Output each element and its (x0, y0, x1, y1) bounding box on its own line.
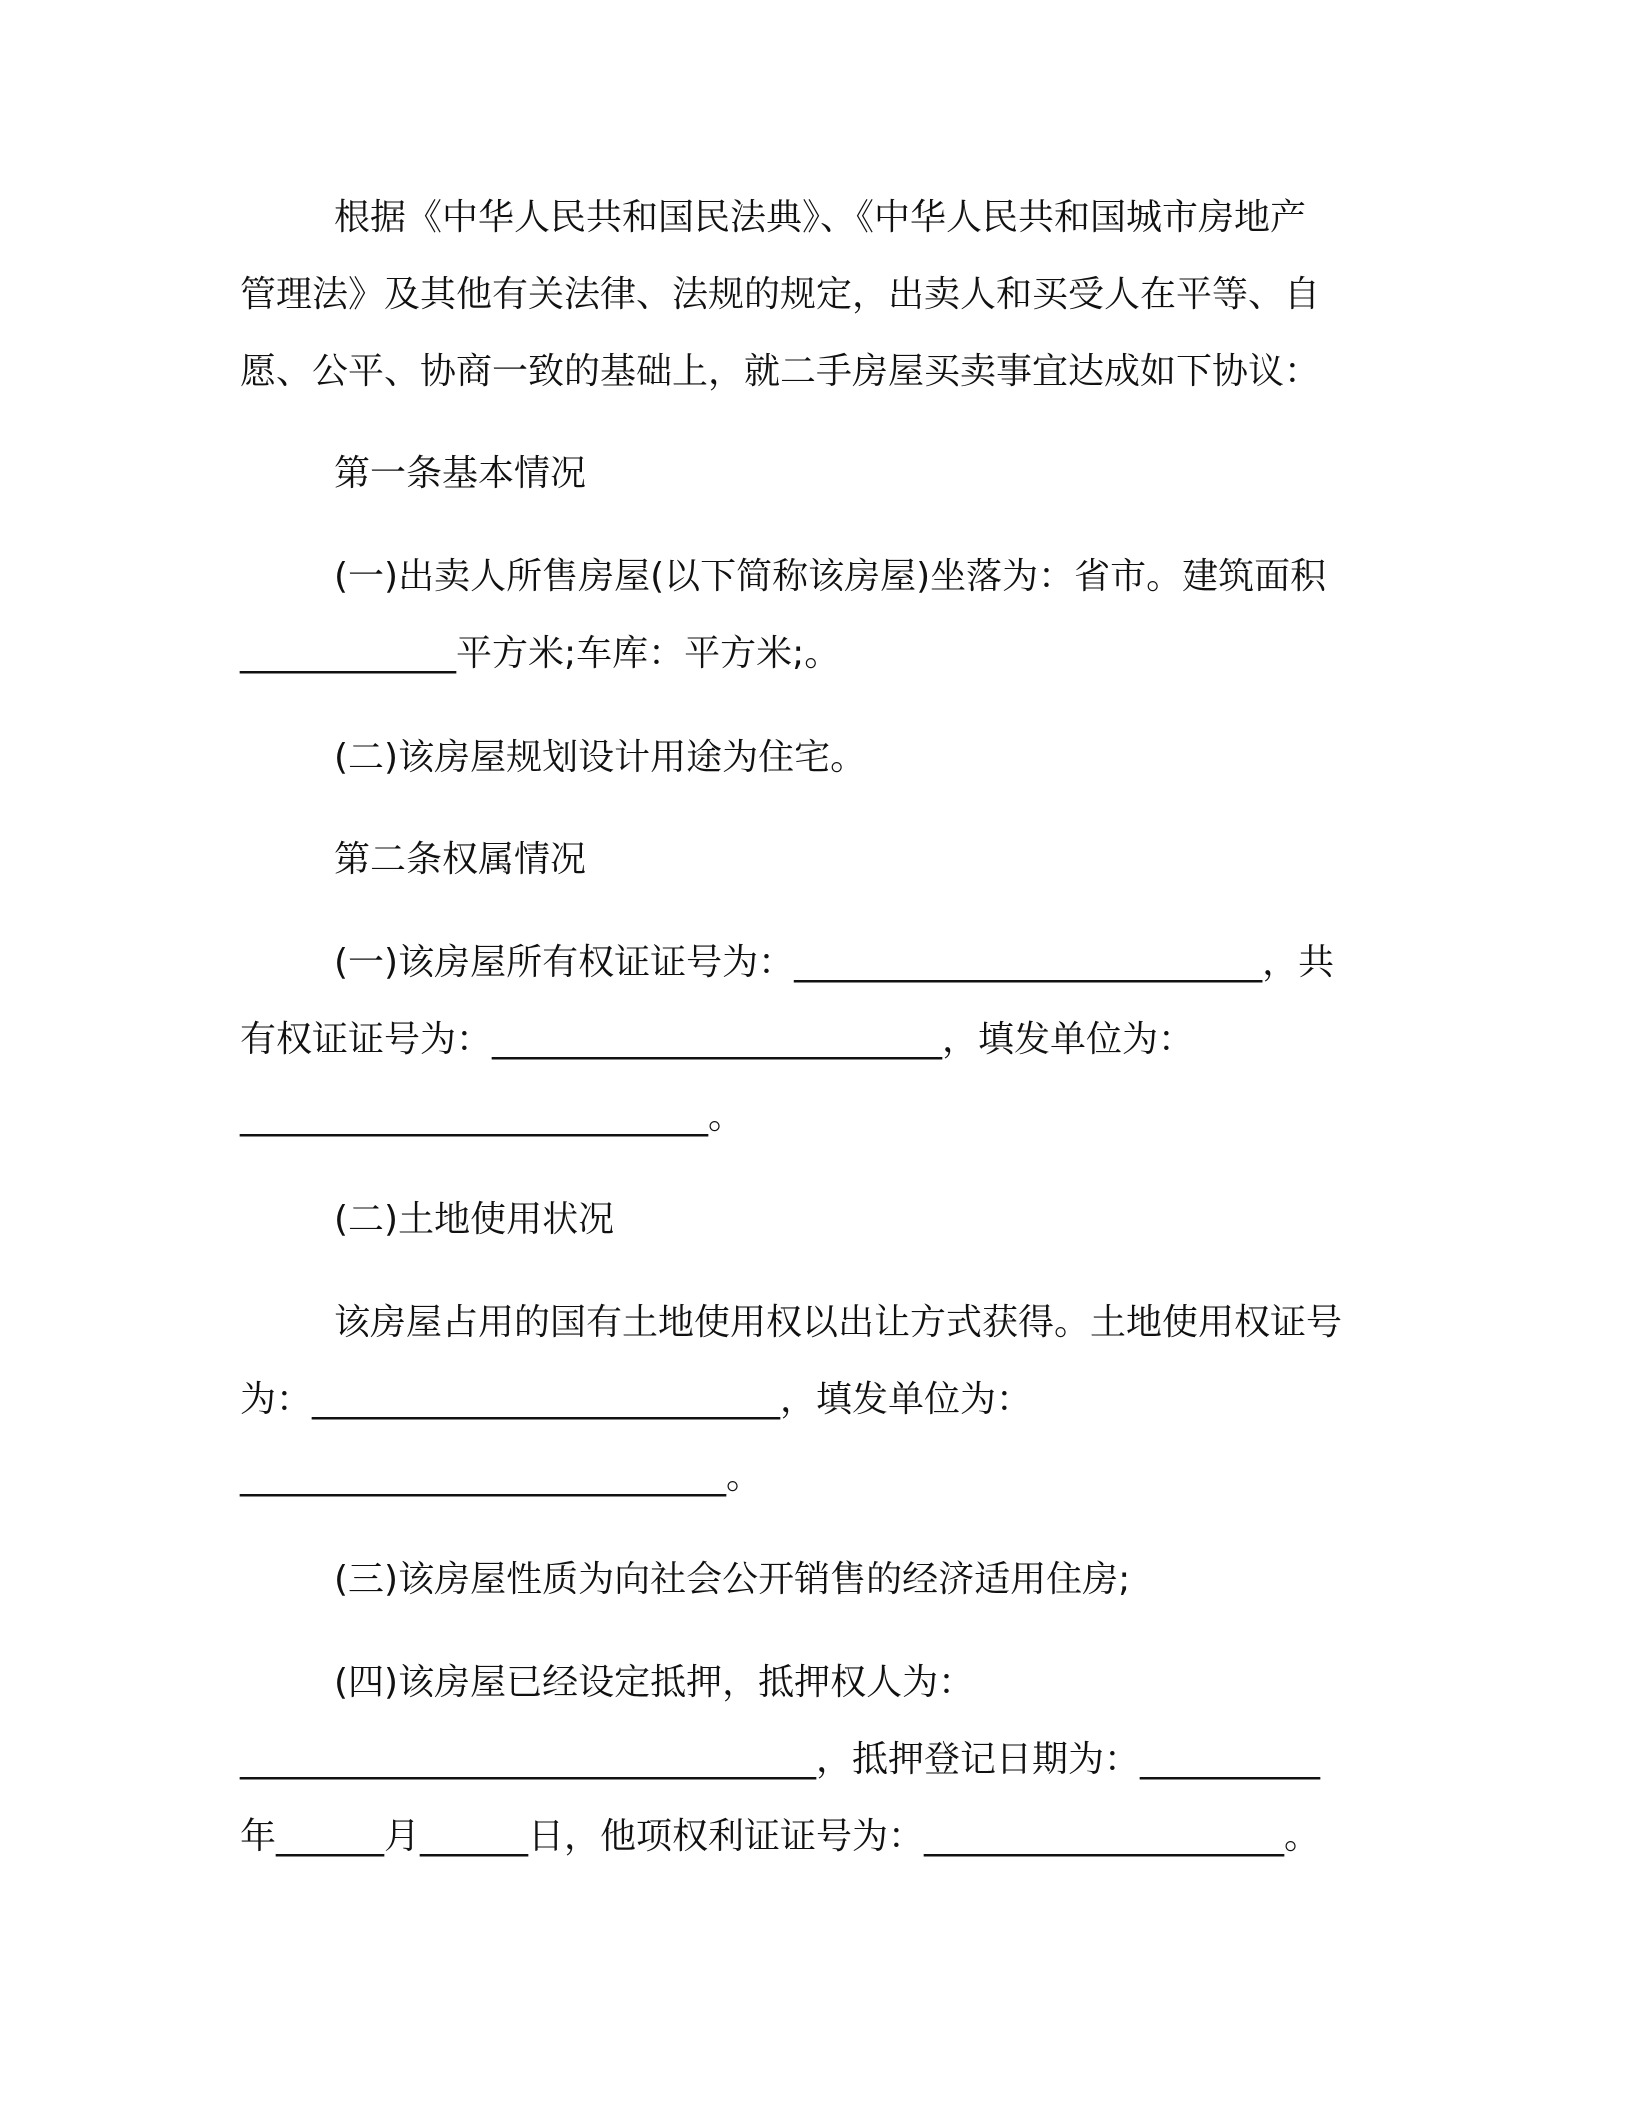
article-2-item-3: (三)该房屋性质为向社会公开销售的经济适用住房; (334, 1559, 1131, 1600)
land-use-line-3: ___________________________。 (240, 1456, 762, 1497)
paragraph-intro-line-3: 愿、公平、协商一致的基础上，就二手房屋买卖事宜达成如下协议： (240, 351, 1321, 392)
article-2-item-1-line-2: 有权证证号为：_________________________，填发单位为： (240, 1019, 1195, 1060)
paragraph-intro-line-1: 根据《中华人民共和国民法典》、《中华人民共和国城市房地产 (334, 197, 1307, 238)
article-2-item-1-line-1: (一)该房屋所有权证证号为：__________________________，共 (334, 942, 1335, 983)
article-1-item-1-line-2: ____________平方米;车库：平方米;。 (240, 633, 841, 674)
paragraph-intro-line-2: 管理法》及其他有关法律、法规的规定，出卖人和买受人在平等、自 (240, 274, 1321, 315)
land-use-line-1: 该房屋占用的国有土地使用权以出让方式获得。土地使用权证号 (334, 1302, 1343, 1343)
article-2-item-1-line-3: __________________________。 (240, 1096, 744, 1137)
article-2-item-4-line-1: (四)该房屋已经设定抵押，抵押权人为： (334, 1662, 975, 1703)
article-1-item-2: (二)该房屋规划设计用途为住宅。 (334, 737, 867, 778)
article-1-item-1-line-1: (一)出卖人所售房屋(以下简称该房屋)坐落为：省市。建筑面积 (334, 556, 1327, 597)
article-2-item-2-heading: (二)土地使用状况 (334, 1199, 615, 1240)
article-2-item-4-line-2: ________________________________，抵押登记日期为：__________ (240, 1739, 1321, 1780)
article-2-item-4-line-3: 年______月______日，他项权利证证号为：____________________。 (240, 1816, 1321, 1857)
article-2-heading: 第二条权属情况 (334, 839, 587, 880)
article-1-heading: 第一条基本情况 (334, 453, 587, 494)
land-use-line-2: 为：__________________________，填发单位为： (240, 1379, 1033, 1420)
